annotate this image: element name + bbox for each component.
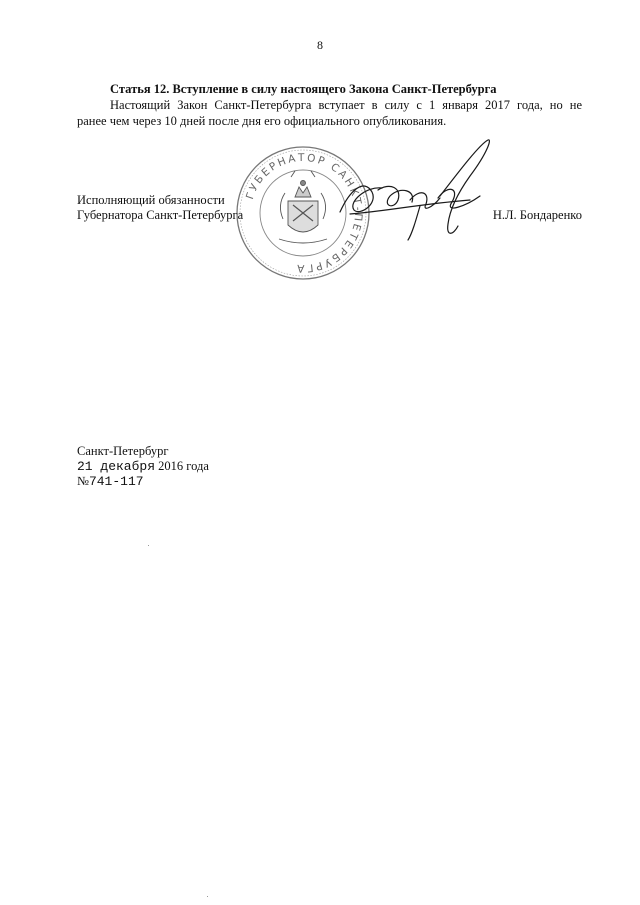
signing-city: Санкт-Петербург [77,444,169,458]
seal-text: ГУБЕРНАТОР САНКТ-ПЕТЕРБУРГА [243,151,365,275]
law-number-value: 741-117 [88,474,144,489]
law-number [77,474,144,489]
page-number: 8 [317,38,323,52]
scan-speck [148,545,149,546]
signing-date [77,459,209,474]
signatory-title-line-1: Исполняющий обязанности [77,193,225,207]
law-number-prefix: № [77,474,89,488]
signatory-name: Н.Л. Бондаренко [492,208,582,222]
handwritten-signature [320,130,500,250]
signing-date-year: 2016 года [158,459,209,473]
signatory-title-line-2: Губернатора Санкт-Петербурга [77,208,244,222]
article-paragraph-line-2: ранее чем через 10 дней после дня его официального опубликования. [77,114,447,128]
article-heading: Статья 12. Вступление в силу настоящего Закона Санкт-Петербурга [110,82,497,96]
scan-speck [207,896,208,897]
article-paragraph-line-1: Настоящий Закон Санкт-Петербурга вступает в силу с 1 января 2017 года, но не [110,98,582,112]
signing-date-day-month: 21 декабря [77,459,156,474]
